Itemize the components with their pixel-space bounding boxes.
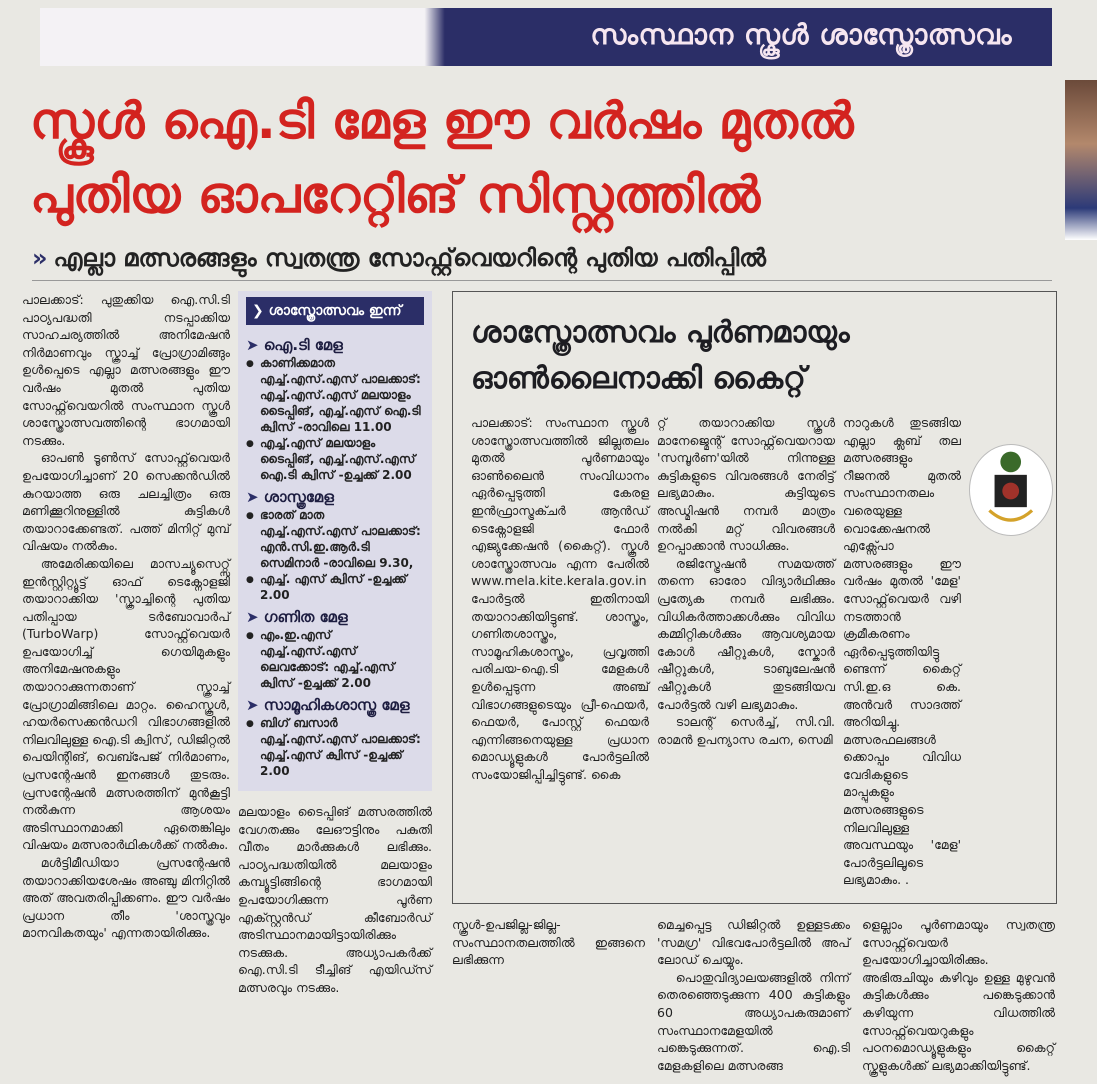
section-title: സംസ്ഥാന സ്കൂൾ ശാസ്ത്രോത്സവം — [590, 18, 1012, 51]
headline-line-1: സ്കൂൾ ഐ.ടി മേള ഈ വർഷം മുതൽ — [30, 92, 854, 150]
sidebar-section — [246, 695, 424, 715]
sidebar-section — [246, 607, 424, 627]
subheadline — [32, 242, 1052, 281]
boxed-article — [452, 291, 1057, 904]
sidebar-title — [246, 297, 424, 325]
tree-shape — [1000, 452, 1021, 473]
sidebar-section — [246, 487, 424, 507]
boxed-article-title — [471, 310, 1044, 402]
boxed-column-1 — [471, 414, 649, 783]
schedule-item: ● ഭാരത് മാത എച്ച്.എസ്.എസ് പാലക്കാട്: എൻ.സി.ഇ.ആർ.ടി സെമിനാർ -രാവിലെ 9.30, — [246, 507, 424, 571]
bottom-columns — [452, 916, 1057, 1074]
main-article-continued — [238, 803, 432, 997]
title-line-1: ശാസ്ത്രോത്സവം പൂർണമായും — [471, 315, 850, 350]
boxed-columns — [471, 414, 1044, 889]
paragraph: മെച്ചപ്പെട്ട ഡിജിറ്റൽ ഉള്ളടക്കം 'സമഗ്ര' വിഭവപോർട്ടലിൽ അപ് ലോഡ് ചെയ്യും. — [657, 917, 850, 968]
headline — [30, 84, 1050, 232]
double-chevron-icon: » — [32, 244, 48, 272]
schedule-item: ● എം.ഇ.എസ് എച്ച്.എസ്.എസ് ലെവക്കോട്: എച്ച്.എസ് ക്വിസ് -ഉച്ചക്ക് 2.00 — [246, 627, 424, 691]
paragraph: മലയാളം ടൈപ്പിങ് മത്സരത്തിൽ വേഗതക്കും ലേഔട്ടിനും പകുതി വീതം മാർക്കുകൾ ലഭിക്കും. പാഠ്യപദ്ധതിയിൽ മലയാളം കമ്പ്യൂട്ടിങ്ങിന്റെ ഭാഗമായി ഉപയോഗിക്കുന്ന പൂർണ എക്സ്റ്റൻഡ് കീബോർഡ് അടിസ്ഥാനമായിട്ടായിരിക്കും നടക്കുക. അധ്യാപകർക്ക് ഐ.സി.ടി ടീച്ചിങ് എയിഡ്സ് മത്സരവും നടക്കും. — [238, 804, 432, 995]
boxed-article-continued — [657, 916, 850, 1074]
paragraph: പാലക്കാട്: സംസ്ഥാന സ്കൂൾ ശാസ്ത്രോത്സവത്തിൽ ജില്ലതലം മുതൽ പൂർണമായും ഓൺലൈൻ സംവിധാനം ഏർപ്പെടുത്തി കേരള ഇൻഫ്രാസ്ട്രക്ചർ ആൻഡ് ടെക്നോളജി ഫോർ എജ്യുക്കേഷൻ (കൈറ്റ്). സ്കൂൾ ശാസ്ത്രോത്സവം എന്ന പേരിൽ www.mela.kite.kerala.gov.in പോർട്ടൽ ഇതിനായി തയാറാക്കിയിട്ടുണ്ട്. ശാസ്ത്രം, ഗണിതശാസ്ത്രം, സാമൂഹികശാസ്ത്രം, പ്രവൃത്തി പരിചയ-ഐ.ടി മേളകൾ ഉൾപ്പെടുന്ന അഞ്ച് വിഭാഗങ്ങളുടെയും പ്രീ-ഫെയർ, ഫെയർ, പോസ്റ്റ് ഫെയർ എന്നിങ്ങനെയുള്ള പ്രധാന മൊഡ്യൂളുകൾ പോർട്ടലിൽ സംയോജിപ്പിച്ചിട്ടുണ്ട്. കൈ — [471, 415, 649, 782]
paragraph: റ്റ് തയാറാക്കിയ സ്കൂൾ മാനേജ്മെന്റ് സോഫ്റ്റ്‌വെയറായ 'സമ്പൂർണ'യിൽ നിന്നുള്ള കുട്ടികളുടെ വിവരങ്ങൾ നേരിട്ട് ലഭ്യമാകും. കുട്ടിയുടെ അഡ്മിഷൻ നമ്പർ മാത്രം നൽകി മറ്റ് വിവരങ്ങൾ ഉറപ്പാക്കാൻ സാധിക്കും. — [657, 415, 835, 554]
middle-column — [238, 291, 432, 997]
right-area — [452, 291, 1057, 1074]
headline-line-2: പുതിയ ഓപറേറ്റിങ് സിസ്റ്റത്തിൽ — [30, 166, 761, 224]
subheadline-text: എല്ലാ മത്സരങ്ങളും സ്വതന്ത്ര സോഫ്റ്റ്‌വെയറിന്റെ പുതിയ പതിപ്പിൽ — [53, 244, 766, 272]
paragraph: രജിസ്ട്രേഷൻ സമയത്ത് തന്നെ ഓരോ വിദ്യാർഥിക്കും പ്രത്യേക നമ്പർ ലഭിക്കും. വിധികർത്താക്കൾക്കും വിവിധ കമ്മിറ്റികൾക്കും ആവശ്യമായ കോൾ ഷീറ്റുകൾ, സ്കോർ ഷീറ്റുകൾ, ടാബുലേഷൻ ഷീറ്റുകൾ തുടങ്ങിയവ പോർട്ടൽ വഴി ലഭ്യമാകും. — [657, 555, 835, 712]
main-article-continued-2 — [452, 916, 645, 969]
paragraph: പാലക്കാട്: പുതുക്കിയ ഐ.സി.ടി പാഠ്യപദ്ധതി നടപ്പാക്കിയ സാഹചര്യത്തിൽ അനിമേഷൻ നിർമാണവും സ്ക്രാച്ച് പ്രോഗ്രാമിങ്ങും ഉൾപ്പെടെ എല്ലാ മത്സരങ്ങളും ഈ വർഷം മുതൽ പുതിയ സോഫ്റ്റ്‌വെയറിൽ സംസ്ഥാന സ്കൂൾ ശാസ്ത്രോത്സവത്തിന്റെ ഭാഗമായി നടക്കും. — [22, 292, 230, 448]
emblem-circle — [1002, 483, 1019, 500]
section-name: ശാസ്ത്രമേള — [263, 488, 334, 506]
paragraph: ളെല്ലാം പൂർണമായും സ്വതന്ത്ര സോഫ്റ്റ്‌വെയർ ഉപയോഗിച്ചായിരിക്കും. അഭിരുചിയും കഴിവും ഉള്ള മുഴുവൻ കുട്ടികൾക്കും പങ്കെടുക്കാൻ കഴിയുന്ന വിധത്തിൽ സോഫ്റ്റ്‌വെയറുകളും പഠനമൊഡ്യൂളുകളും കൈറ്റ് സ്കൂളുകൾക്ക് ലഭ്യമാക്കിയിട്ടുണ്ട്. — [862, 917, 1055, 1073]
page-columns — [22, 291, 1057, 1074]
paragraph: പൊതുവിദ്യാലയങ്ങളിൽ നിന്ന് തെരഞ്ഞെടുക്കുന്ന 400 കുട്ടികളും 60 അധ്യാപകരുമാണ് സംസ്ഥാനമേളയിൽ പങ്കെടുക്കുന്നത്. ഐ.ടി മേളകളിലെ മത്സരങ്ങ — [657, 969, 850, 1073]
boxed-column-2 — [657, 414, 835, 748]
logo-arc — [989, 510, 1032, 520]
paragraph: നാറുകൾ തുടങ്ങിയ എല്ലാ ക്ലബ് തല മത്സരങ്ങളും റീജനൽ മുതൽ സംസ്ഥാനതലം വരെയുള്ള വൊക്കേഷനൽ എക്സ്പോ മത്സരങ്ങളും ഈ വർഷം മുതൽ 'മേള' സോഫ്റ്റ്‌വെയർ വഴി നടത്താൻ ക്രമീകരണം ഏർപ്പെടുത്തിയിട്ടുണ്ടെന്ന് കൈറ്റ് സി.ഇ.ഒ കെ. അൻവർ സാദത്ത് അറിയിച്ചു. മത്സരഫലങ്ങൾക്കൊപ്പം വിവിധ വേദികളുടെ മാപ്പുകളും മത്സരങ്ങളുടെ നിലവിലുള്ള അവസ്ഥയും 'മേള' പോർട്ടലിലൂടെ ലഭ്യമാകും. . — [843, 415, 961, 888]
chevron-icon: ➤ — [246, 608, 264, 626]
section-name: ഐ.ടി മേള — [263, 336, 343, 354]
boxed-article-continued-2 — [862, 916, 1055, 1074]
schedule-item: ● എച്ച്.എസ് മലയാളം ടൈപ്പിങ്, എച്ച്.എസ്.എസ് ഐ.ടി ക്വിസ് -ഉച്ചക്ക് 2.00 — [246, 435, 424, 483]
chevron-icon: ➤ — [246, 488, 264, 506]
cropped-photo — [1065, 80, 1097, 240]
sidebar-title-text: ശാസ്ത്രോത്സവം ഇന്ന് — [268, 303, 402, 319]
schedule-item: ● എച്ച്. എസ് ക്വിസ് -ഉച്ചക്ക് 2.00 — [246, 571, 424, 603]
schedule-item: ● കാണിക്കമാത എച്ച്.എസ്.എസ് പാലക്കാട്: എച്ച്.എസ്.എസ് മലയാളം ടൈപ്പിങ്, എച്ച്.എസ് ഐ.ടി ക്വിസ് -രാവിലെ 11.00 — [246, 355, 424, 435]
sidebar-section — [246, 335, 424, 355]
chevron-icon: ➤ — [246, 336, 264, 354]
paragraph: ടാലന്റ് സെർച്ച്, സി.വി. രാമൻ ഉപന്യാസ രചന, സെമി — [657, 714, 835, 747]
chevron-icon: ➤ — [246, 696, 264, 714]
section-banner — [40, 8, 1052, 66]
festival-logo — [969, 444, 1053, 536]
paragraph: സ്കൂൾ-ഉപജില്ല-ജില്ല-സംസ്ഥാനതലത്തിൽ ഇങ്ങനെ ലഭിക്കുന്ന — [452, 917, 645, 968]
chevron-icon: ❯ — [252, 303, 269, 319]
paragraph: മൾട്ടിമീഡിയാ പ്രസന്റേഷൻ തയാറാക്കിയശേഷം അഞ്ചു മിനിറ്റിൽ അത് അവതരിപ്പിക്കണം. ഈ വർഷം പ്രധാന തീം 'ശാസ്ത്രവും മാനവികതയും' എന്നതായിരിക്കും. — [22, 855, 230, 941]
title-line-2: ഓൺലൈനാക്കി കൈറ്റ് — [471, 361, 806, 396]
paragraph: ഓപൺ ടൂൺസ് സോഫ്റ്റ്‌വെയർ ഉപയോഗിച്ചാണ് 20 സെക്കൻഡിൽ കുറയാത്ത ഒരു ചലച്ചിത്രം ഒരു മണിക്കൂറിനുള്ളിൽ കുട്ടികൾ തയാറാക്കേണ്ടത്. പത്ത് മിനിറ്റ് മുമ്പ് വിഷയം നൽകും. — [22, 450, 230, 554]
boxed-column-3 — [843, 414, 961, 889]
main-article-column — [22, 291, 230, 942]
section-name: സാമൂഹികശാസ്ത്ര മേള — [263, 696, 410, 714]
section-name: ഗണിത മേള — [263, 608, 348, 626]
schedule-item: ● ബിഗ് ബസാർ എച്ച്.എസ്.എസ് പാലക്കാട്: എച്ച്.എസ് ക്വിസ് -ഉച്ചക്ക് 2.00 — [246, 715, 424, 779]
paragraph: അമേരിക്കയിലെ മാസച്യൂസെറ്റ്സ് ഇൻസ്റ്റിറ്റ്യൂട്ട് ഓഫ് ടെക്നോളജി തയാറാക്കിയ 'സ്ക്രാച്ചിന്റെ പുതിയ പതിപ്പായ ടർബോവാർപ് (TurboWarp) സോഫ്റ്റ്‌വെയർ ഉപയോഗിച്ച് ഗെയിമുകളും അനിമേഷനുകളും തയാറാക്കുന്നതാണ് സ്ക്രാച്ച് പ്രോഗ്രാമിങ്ങിലെ മാറ്റം. ഹൈസ്കൂൾ, ഹയർസെക്കൻഡറി വിഭാഗങ്ങളിൽ നിലവിലുള്ള ഐ.ടി ക്വിസ്, ഡിജിറ്റൽ പെയിന്റിങ്, വെബ്പേജ് നിർമാണം, പ്രസന്റേഷൻ ഇനങ്ങൾ തുടരും. പ്രസന്റേഷൻ മത്സരത്തിന് മുൻകൂട്ടി നൽകുന്ന ആശയം അടിസ്ഥാനമാക്കി ഏതെങ്കിലും വിഷയം മത്സരാർഥികൾക്ക് നൽകും. — [22, 555, 230, 853]
schedule-sidebar — [238, 291, 432, 791]
